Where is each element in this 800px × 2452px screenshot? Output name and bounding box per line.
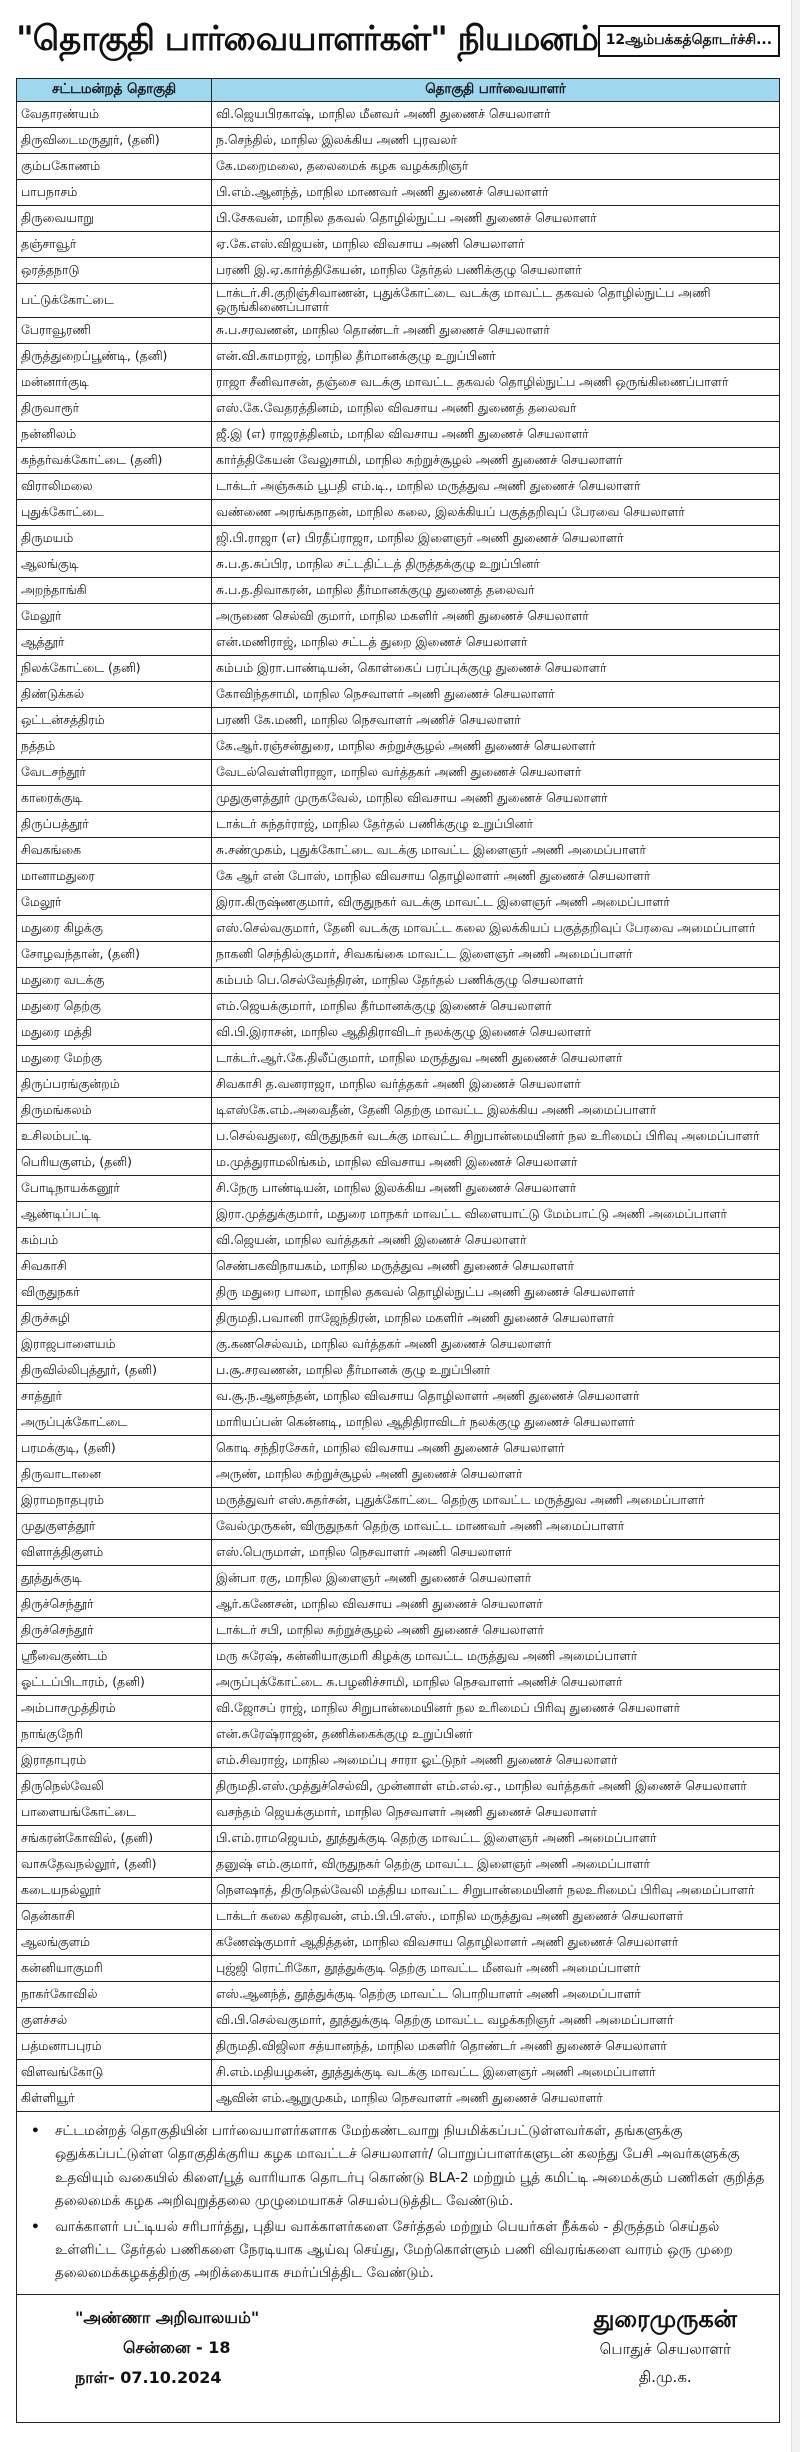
table-row	[17, 1358, 780, 1384]
table-row	[17, 1956, 780, 1982]
constituency-cell: வாசுதேவநல்லூர், (தனி)	[17, 1852, 212, 1878]
constituency-cell: விளவங்கோடு	[17, 2060, 212, 2086]
observer-cell: சு.சண்முகம், புதுக்கோட்டை வடக்கு மாவட்ட இளைஞர் அணி அமைப்பாளர்	[212, 838, 780, 864]
table-row	[17, 630, 780, 656]
constituency-cell: ஆத்தூர்	[17, 630, 212, 656]
constituency-cell: கன்னியாகுமரி	[17, 1956, 212, 1982]
constituency-cell: வேடசந்தூர்	[17, 760, 212, 786]
table-row	[17, 1852, 780, 1878]
constituency-cell: தூத்துக்குடி	[17, 1566, 212, 1592]
table-row	[17, 1982, 780, 2008]
constituency-cell: நன்னிலம்	[17, 422, 212, 448]
constituency-cell: அம்பாசமுத்திரம்	[17, 1696, 212, 1722]
observer-cell: மாரியப்பன் கென்னடி, மாநில ஆதிதிராவிடர் நலக்குழு துணைச் செயலாளர்	[212, 1410, 780, 1436]
observer-cell: எஸ்.பெருமாள், மாநில நெசவாளர் அணி செயலாளர்	[212, 1540, 780, 1566]
observer-cell: கம்பம் இரா.பாண்டியன், கொள்கைப் பரப்புக்குழு துணைச் செயலாளர்	[212, 656, 780, 682]
observer-cell: சு.ப.த.திவாகரன், மாநில தீர்மானக்குழு துணைத் தலைவர்	[212, 578, 780, 604]
table-row	[17, 2086, 780, 2112]
constituency-cell: திருவாரூர்	[17, 396, 212, 422]
constituency-cell: சோழவந்தான், (தனி)	[17, 942, 212, 968]
constituency-cell: திருச்செந்தூர்	[17, 1618, 212, 1644]
table-row	[17, 283, 780, 317]
constituency-cell: பரமக்குடி, (தனி)	[17, 1436, 212, 1462]
observer-cell: சு.ப.சரவணன், மாநில தொண்டர் அணி துணைச் செயலாளர்	[212, 318, 780, 344]
table-row	[17, 1332, 780, 1358]
observer-cell: பி.சேகவன், மாநில தகவல் தொழில்நுட்ப அணி துணைச் செயலாளர்	[212, 205, 780, 231]
observer-cell: ப.சூ.சரவணன், மாநில தீர்மானக் குழு உறுப்பினர்	[212, 1358, 780, 1384]
office-address	[75, 2303, 259, 2393]
constituency-cell: விராலிமலை	[17, 474, 212, 500]
observer-cell: திருமதி.விஜிலா சத்யானந்த், மாநில மகளிர் தொண்டர் அணி துணைச் செயலாளர்	[212, 2034, 780, 2060]
observer-cell: புஜ்ஜி ரொட்ரிகோ, தூத்துக்குடி தெற்கு மாவட்ட மீனவர் அணி அமைப்பாளர்	[212, 1956, 780, 1982]
table-row	[17, 786, 780, 812]
constituency-cell: சிவகங்கை	[17, 838, 212, 864]
constituency-cell: திருநெல்வேலி	[17, 1774, 212, 1800]
page-title: "தொகுதி பார்வையாளர்கள்" நியமனம்	[16, 19, 598, 59]
observer-cell: ஆர்.கணேசன், மாநில விவசாய அணி துணைச் செயலாளர்	[212, 1592, 780, 1618]
constituency-cell: திருமங்கலம்	[17, 1098, 212, 1124]
table-row	[17, 578, 780, 604]
office-city: சென்னை - 18	[123, 2337, 231, 2357]
constituency-cell: திருப்பத்தூர்	[17, 812, 212, 838]
observer-cell: வி.பி.செல்வகுமார், தூத்துக்குடி தெற்கு மாவட்ட வழக்கறிஞர் அணி அமைப்பாளர்	[212, 2008, 780, 2034]
signature-block	[594, 2303, 737, 2391]
table-row	[17, 1280, 780, 1306]
constituency-cell: கந்தர்வக்கோட்டை (தனி)	[17, 448, 212, 474]
observer-cell: டாக்டர்.ஆர்.கே.திலீப்குமார், மாநில மருத்துவ அணி துணைச் செயலாளர்	[212, 1046, 780, 1072]
observer-cell: டாக்டர் சபி, மாநில சுற்றுச்சூழல் அணி துணைச் செயலாளர்	[212, 1618, 780, 1644]
constituency-cell: திருவிடைமருதூர், (தனி)	[17, 127, 212, 153]
constituency-cell: திண்டுக்கல்	[17, 682, 212, 708]
observer-cell: கோவிந்தசாமி, மாநில நெசவாளர் அணி துணைச் செயலாளர்	[212, 682, 780, 708]
observer-cell: முதுகுளத்தூர் முருகவேல், மாநில விவசாய அணி துணைச் செயலாளர்	[212, 786, 780, 812]
observer-cell: பி.எம்.ராமஜெயம், தூத்துக்குடி தெற்கு மாவட்ட இளைஞர் அணி அமைப்பாளர்	[212, 1826, 780, 1852]
table-row	[17, 257, 780, 283]
table-row	[17, 734, 780, 760]
constituency-cell: திருத்துறைப்பூண்டி, (தனி)	[17, 344, 212, 370]
bullet-icon: •	[31, 2218, 40, 2235]
observer-cell: ப.செல்வதுரை, விருதுநகர் வடக்கு மாவட்ட சிறுபான்மையினர் நல உரிமைப் பிரிவு அமைப்பாளர்	[212, 1124, 780, 1150]
table-row	[17, 1254, 780, 1280]
constituency-cell: தஞ்சாவூர்	[17, 231, 212, 257]
constituency-cell: கடையநல்லூர்	[17, 1878, 212, 1904]
constituency-cell: திருவையாறு	[17, 205, 212, 231]
constituency-cell: கம்பம்	[17, 1228, 212, 1254]
constituency-cell: திருச்சுழி	[17, 1306, 212, 1332]
observer-cell: சி.நேரு பாண்டியன், மாநில இலக்கிய அணி துணைச் செயலாளர்	[212, 1176, 780, 1202]
constituency-cell: காரைக்குடி	[17, 786, 212, 812]
table-row	[17, 1514, 780, 1540]
constituency-cell: தென்காசி	[17, 1904, 212, 1930]
constituency-cell: உசிலம்பட்டி	[17, 1124, 212, 1150]
observer-cell: பரணி இ.ஏ.கார்த்திகேயன், மாநில தேர்தல் பணிக்குழு செயலாளர்	[212, 257, 780, 283]
office-name: "அண்ணா அறிவாலயம்"	[75, 2307, 260, 2327]
table-row	[17, 1488, 780, 1514]
observer-cell: இரா.கிருஷ்ணகுமார், விருதுநகர் வடக்கு மாவட்ட இளைஞர் அணி அமைப்பாளர்	[212, 890, 780, 916]
constituency-cell: ஓட்டப்பிடாரம், (தனி)	[17, 1670, 212, 1696]
observer-cell: டாக்டர் அஞ்சுகம் பூபதி எம்.டி., மாநில மருத்துவ அணி துணைச் செயலாளர்	[212, 474, 780, 500]
table-row	[17, 2008, 780, 2034]
observer-cell: வேடல்வெள்ளிராஜா, மாநில வர்த்தகர் அணி துணைச் செயலாளர்	[212, 760, 780, 786]
table-row	[17, 1124, 780, 1150]
observer-cell: வி.பி.இராசன், மாநில ஆதிதிராவிடர் நலக்குழு இணைச் செயலாளர்	[212, 1020, 780, 1046]
constituency-cell: ஆலங்குடி	[17, 552, 212, 578]
table-row	[17, 1384, 780, 1410]
table-row	[17, 1592, 780, 1618]
constituency-cell: சிவகாசி	[17, 1254, 212, 1280]
observer-cell: ஏ.கே.எஸ்.விஜயன், மாநில விவசாய அணி செயலாளர்	[212, 231, 780, 257]
constituency-cell: நத்தம்	[17, 734, 212, 760]
observer-cell: டாக்டர் சுந்தர்ராஜ், மாநில தேர்தல் பணிக்குழு உறுப்பினர்	[212, 812, 780, 838]
table-row	[17, 1618, 780, 1644]
table-row	[17, 1878, 780, 1904]
table-row	[17, 1150, 780, 1176]
constituency-cell: அறந்தாங்கி	[17, 578, 212, 604]
observer-cell: ஜீ.இ (எ) ராஜரத்தினம், மாநில விவசாய அணி துணைச் செயலாளர்	[212, 422, 780, 448]
table-row	[17, 838, 780, 864]
constituency-cell: பட்டுக்கோட்டை	[17, 283, 212, 317]
adjacent-page-strip	[791, 0, 800, 2452]
constituency-cell: மதுரை தெற்கு	[17, 994, 212, 1020]
observer-cell: அருண், மாநில சுற்றுச்சூழல் அணி துணைச் செயலாளர்	[212, 1462, 780, 1488]
table-row	[17, 2060, 780, 2086]
observer-cell: சு.ப.த.சுப்பிர, மாநில சட்டதிட்டத் திருத்தக்குழு உறுப்பினர்	[212, 552, 780, 578]
constituency-cell: கிள்ளியூர்	[17, 2086, 212, 2112]
issue-date: நாள்- 07.10.2024	[75, 2367, 222, 2387]
signatory-designation: பொதுச் செயலாளர்	[599, 2339, 731, 2358]
table-row	[17, 656, 780, 682]
constituency-cell: மேலூர்	[17, 890, 212, 916]
observer-cell: இரா.முத்துக்குமார், மதுரை மாநகர் மாவட்ட விளையாட்டு மேம்பாட்டு அணி அமைப்பாளர்	[212, 1202, 780, 1228]
constituency-cell: பாபநாசம்	[17, 179, 212, 205]
table-row	[17, 1462, 780, 1488]
observer-cell: ஜி.பி.ராஜா (எ) பிரதீப்ராஜா, மாநில இளைஞர் அணி துணைச் செயலாளர்	[212, 526, 780, 552]
table-row	[17, 552, 780, 578]
table-row	[17, 916, 780, 942]
instruction-text: வாக்காளர் பட்டியல் சரிபார்த்து, புதிய வாக்காளர்களை சேர்த்தல் மற்றும் பெயர்கள் நீக்கல் - திருத்தம் செய்தல் உள்ளிட்ட தேர்தல் பணிகளை நேரடியாக ஆய்வு செய்து, மேற்கொள்ளும் பணி விவரங்களை வாரம் ஒரு முறை தலைமைக்கழகத்திற்கு அறிக்கையாக சமர்ப்பித்திட வேண்டும்.	[55, 2218, 733, 2282]
observer-cell: ந.செந்தில், மாநில இலக்கிய அணி புரவலர்	[212, 127, 780, 153]
constituency-cell: நாகர்கோவில்	[17, 1982, 212, 2008]
observer-cell: மரு சுரேஷ், கன்னியாகுமரி கிழக்கு மாவட்ட மருத்துவ அணி அமைப்பாளர்	[212, 1644, 780, 1670]
constituency-cell: பேராவூரணி	[17, 318, 212, 344]
column-header-observer: தொகுதி பார்வையாளர்	[212, 79, 780, 102]
table-row	[17, 422, 780, 448]
table-row	[17, 1774, 780, 1800]
observer-cell: எம்.ஜெயக்குமார், மாநில தீர்மானக்குழு இணைச் செயலாளர்	[212, 994, 780, 1020]
constituency-cell: மதுரை மத்தி	[17, 1020, 212, 1046]
header	[16, 10, 788, 72]
observer-table	[16, 78, 780, 2112]
table-row	[17, 1020, 780, 1046]
observer-cell: வி.ஜோசப் ராஜ், மாநில சிறுபான்மையினர் நல உரிமைப் பிரிவு துணைச் செயலாளர்	[212, 1696, 780, 1722]
table-row	[17, 1228, 780, 1254]
column-header-constituency: சட்டமன்றத் தொகுதி	[17, 79, 212, 102]
observer-cell: வ.சூ.ந.ஆனந்தன், மாநில விவசாய தொழிலாளர் அணி துணைச் செயலாளர்	[212, 1384, 780, 1410]
constituency-cell: சாத்தூர்	[17, 1384, 212, 1410]
table-row	[17, 1072, 780, 1098]
constituency-cell: ஒட்டன்சத்திரம்	[17, 708, 212, 734]
observer-cell: ம.முத்துராமலிங்கம், மாநில விவசாய அணி இணைச் செயலாளர்	[212, 1150, 780, 1176]
constituency-cell: நாங்குநேரி	[17, 1722, 212, 1748]
observer-cell: கே ஆர் என் போஸ், மாநில விவசாய தொழிலாளர் அணி துணைச் செயலாளர்	[212, 864, 780, 890]
table-row	[17, 370, 780, 396]
observer-cell: சி.எம்.மதியழகன், தூத்துக்குடி வடக்கு மாவட்ட இளைஞர் அணி அமைப்பாளர்	[212, 2060, 780, 2086]
instruction-item	[31, 2120, 769, 2214]
observer-cell: வசந்தம் ஜெயக்குமார், மாநில நெசவாளர் அணி துணைச் செயலாளர்	[212, 1800, 780, 1826]
table-row	[17, 604, 780, 630]
table-row	[17, 1930, 780, 1956]
table-row	[17, 1176, 780, 1202]
observer-cell: கு.கணசெல்வம், மாநில வர்த்தகர் அணி துணைச் செயலாளர்	[212, 1332, 780, 1358]
instructions	[16, 2112, 780, 2295]
table-row	[17, 526, 780, 552]
observer-cell: டாக்டர்.சி.குறிஞ்சிவாணன், புதுக்கோட்டை வடக்கு மாவட்ட தகவல் தொழில்நுட்ப அணி ஒருங்கிணைப்பாளர்	[212, 283, 780, 317]
constituency-cell: மானாமதுரை	[17, 864, 212, 890]
table-row	[17, 179, 780, 205]
observer-cell: கே.மறைமலை, தலைமைக் கழக வழக்கறிஞர்	[212, 153, 780, 179]
observer-cell: கணேஷ்குமார் ஆதித்தன், மாநில விவசாய தொழிலாளர் அணி துணைச் செயலாளர்	[212, 1930, 780, 1956]
constituency-cell: நிலக்கோட்டை (தனி)	[17, 656, 212, 682]
observer-cell: சிவகாசி த.வனராஜா, மாநில வர்த்தகர் அணி இணைச் செயலாளர்	[212, 1072, 780, 1098]
constituency-cell: மதுரை கிழக்கு	[17, 916, 212, 942]
table-row	[17, 1436, 780, 1462]
table-row	[17, 1748, 780, 1774]
constituency-cell: கும்பகோணம்	[17, 153, 212, 179]
table-row	[17, 682, 780, 708]
table-row	[17, 344, 780, 370]
table-row	[17, 1202, 780, 1228]
table-row	[17, 318, 780, 344]
party-name: தி.மு.க.	[638, 2367, 692, 2386]
constituency-cell: சங்கரன்கோவில், (தனி)	[17, 1826, 212, 1852]
constituency-cell: மேலூர்	[17, 604, 212, 630]
signatory-name: துரைமுருகன்	[593, 2303, 737, 2333]
table-row	[17, 994, 780, 1020]
table-body	[17, 101, 780, 2111]
constituency-cell: பெரியகுளம், (தனி)	[17, 1150, 212, 1176]
table-header-row	[17, 79, 780, 102]
observer-cell: வி.ஜெயன், மாநில வர்த்தகர் அணி இணைச் செயலாளர்	[212, 1228, 780, 1254]
constituency-cell: திருமயம்	[17, 526, 212, 552]
constituency-cell: மன்னார்குடி	[17, 370, 212, 396]
table-row	[17, 396, 780, 422]
table-row	[17, 890, 780, 916]
constituency-cell: ஒரத்தநாடு	[17, 257, 212, 283]
observer-cell: திருமதி.எஸ்.முத்துச்செல்வி, முன்னாள் எம்.எல்.ஏ., மாநில வர்த்தகர் அணி இணைச் செயலாளர்	[212, 1774, 780, 1800]
table-row	[17, 812, 780, 838]
constituency-cell: இராஜபாளையம்	[17, 1332, 212, 1358]
table-row	[17, 1800, 780, 1826]
constituency-cell: திருவாடானை	[17, 1462, 212, 1488]
table-row	[17, 1410, 780, 1436]
table-row	[17, 1566, 780, 1592]
constituency-cell: மதுரை மேற்கு	[17, 1046, 212, 1072]
observer-cell: வேல்முருகன், விருதுநகர் தெற்கு மாவட்ட மாணவர் அணி அமைப்பாளர்	[212, 1514, 780, 1540]
instruction-text: சட்டமன்றத் தொகுதியின் பார்வையாளர்களாக மேற்கண்டவாறு நியமிக்கப்பட்டுள்ளவர்கள், தங்களுக்கு ஒதுக்கப்பட்டுள்ள தொகுதிக்குரிய கழக மாவட்டச் செயலாளர்/ பொறுப்பாளர்களுடன் கலந்து பேசி அவர்களுக்கு உதவியும் வகையில் கிளை/பூத் வாரியாக தொடர்பு கொண்டு BLA-2 மற்றும் பூத் கமிட்டி அமைக்கும் பணிகள் குறித்த தலைமைக் கழக அறிவுறுத்தலை முழுமையாகச் செயல்படுத்திட வேண்டும்.	[55, 2123, 765, 2210]
bullet-icon: •	[31, 2123, 40, 2140]
constituency-cell: இராமநாதபுரம்	[17, 1488, 212, 1514]
observer-cell: அருப்புக்கோட்டை சு.பழனிச்சாமி, மாநில நெசவாளர் அணிச் செயலாளர்	[212, 1670, 780, 1696]
observer-cell: என்.மணிராஜ், மாநில சட்டத் துறை இணைச் செயலாளர்	[212, 630, 780, 656]
observer-cell: பி.எம்.ஆனந்த், மாநில மாணவர் அணி துணைச் செயலாளர்	[212, 179, 780, 205]
table-row	[17, 864, 780, 890]
table-row	[17, 448, 780, 474]
table-row	[17, 153, 780, 179]
table-row	[17, 500, 780, 526]
observer-cell: இன்பா ரகு, மாநில இளைஞர் அணி துணைச் செயலாளர்	[212, 1566, 780, 1592]
constituency-cell: போடிநாயக்கனூர்	[17, 1176, 212, 1202]
table-row	[17, 474, 780, 500]
observer-cell: என்.வி.காமராஜ், மாநில தீர்மானக்குழு உறுப்பினர்	[212, 344, 780, 370]
observer-cell: டாக்டர் கலை கதிரவன், எம்.பி.பி.எஸ்., மாநில மருத்துவ அணி துணைச் செயலாளர்	[212, 1904, 780, 1930]
constituency-cell: குளச்சல்	[17, 2008, 212, 2034]
table-row	[17, 1826, 780, 1852]
table-row	[17, 1046, 780, 1072]
observer-cell: எம்.சிவராஜ், மாநில அமைப்பு சாரா ஓட்டுநர் அணி துணைச் செயலாளர்	[212, 1748, 780, 1774]
constituency-cell: விளாத்திகுளம்	[17, 1540, 212, 1566]
instruction-item	[31, 2216, 769, 2286]
observer-cell: என்.சுரேஷ்ராஜன், தணிக்கைக்குழு உறுப்பினர்	[212, 1722, 780, 1748]
constituency-cell: ஆண்டிப்பட்டி	[17, 1202, 212, 1228]
observer-cell: வி.ஜெயபிரகாஷ், மாநில மீனவர் அணி துணைச் செயலாளர்	[212, 101, 780, 127]
constituency-cell: ஸ்ரீவைகுண்டம்	[17, 1644, 212, 1670]
constituency-cell: விருதுநகர்	[17, 1280, 212, 1306]
table-row	[17, 127, 780, 153]
observer-cell: பரணி கே.மணி, மாநில நெசவாளர் அணிச் செயலாளர்	[212, 708, 780, 734]
constituency-cell: திருவில்லிபுத்தூர், (தனி)	[17, 1358, 212, 1384]
constituency-cell: மதுரை வடக்கு	[17, 968, 212, 994]
observer-cell: கார்த்திகேயன் வேலுசாமி, மாநில சுற்றுச்சூழல் அணி துணைச் செயலாளர்	[212, 448, 780, 474]
table-row	[17, 1098, 780, 1124]
table-row	[17, 942, 780, 968]
observer-cell: கம்பம் பெ.செல்வேந்திரன், மாநில தேர்தல் பணிக்குழு செயலாளர்	[212, 968, 780, 994]
table-row	[17, 1644, 780, 1670]
constituency-cell: பாளையங்கோட்டை	[17, 1800, 212, 1826]
observer-cell: நாகனி செந்தில்குமார், சிவகங்கை மாவட்ட இளைஞர் அணி அமைப்பாளர்	[212, 942, 780, 968]
constituency-cell: வேதாரண்யம்	[17, 101, 212, 127]
continuation-badge: 12ஆம்பக்கத்தொடர்ச்சி...	[598, 25, 780, 57]
table-row	[17, 1696, 780, 1722]
constituency-cell: திருச்செந்தூர்	[17, 1592, 212, 1618]
constituency-cell: ஆலங்குளம்	[17, 1930, 212, 1956]
observer-cell: நௌஷாத், திருநெல்வேலி மத்திய மாவட்ட சிறுபான்மையினர் நலஉரிமைப் பிரிவு அமைப்பாளர்	[212, 1878, 780, 1904]
constituency-cell: இராதாபுரம்	[17, 1748, 212, 1774]
constituency-cell: திருப்பரங்குன்றம்	[17, 1072, 212, 1098]
observer-cell: தனுஷ் எம்.குமார், விருதுநகர் தெற்கு மாவட்ட இளைஞர் அணி அமைப்பாளர்	[212, 1852, 780, 1878]
table-row	[17, 1722, 780, 1748]
observer-cell: டிஎஸ்கே.எம்.அவைதீன், தேனி தெற்கு மாவட்ட இலக்கிய அணி அமைப்பாளர்	[212, 1098, 780, 1124]
observer-cell: அருணை செல்வி குமார், மாநில மகளிர் அணி துணைச் செயலாளர்	[212, 604, 780, 630]
observer-cell: திரு மதுரை பாலா, மாநில தகவல் தொழில்நுட்ப அணி துணைச் செயலாளர்	[212, 1280, 780, 1306]
table-row	[17, 1670, 780, 1696]
constituency-cell: அருப்புக்கோட்டை	[17, 1410, 212, 1436]
footer	[16, 2295, 780, 2423]
constituency-cell: புதுக்கோட்டை	[17, 500, 212, 526]
table-row	[17, 968, 780, 994]
constituency-cell: முதுகுளத்தூர்	[17, 1514, 212, 1540]
observer-cell: எஸ்.ஆனந்த், தூத்துக்குடி தெற்கு மாவட்ட பொறியாளர் அணி அமைப்பாளர்	[212, 1982, 780, 2008]
table-row	[17, 231, 780, 257]
observer-cell: ஆவின் எம்.ஆறுமுகம், மாநில நெசவாளர் அணி துணைச் செயலாளர்	[212, 2086, 780, 2112]
table-row	[17, 708, 780, 734]
table-row	[17, 2034, 780, 2060]
observer-cell: கே.ஆர்.ரஞ்சன்துரை, மாநில சுற்றுச்சூழல் அணி துணைச் செயலாளர்	[212, 734, 780, 760]
table-row	[17, 1540, 780, 1566]
table-row	[17, 1306, 780, 1332]
observer-cell: திருமதி.பவானி ராஜேந்திரன், மாநில மகளிர் அணி துணைச் செயலாளர்	[212, 1306, 780, 1332]
table-row	[17, 101, 780, 127]
observer-cell: வண்ணை அரங்கநாதன், மாநில கலை, இலக்கியப் பகுத்தறிவுப் பேரவை செயலாளர்	[212, 500, 780, 526]
observer-cell: எஸ்.செல்வகுமார், தேனி வடக்கு மாவட்ட கலை இலக்கியப் பகுத்தறிவுப் பேரவை அமைப்பாளர்	[212, 916, 780, 942]
observer-cell: கொடி சந்திரசேகர், மாநில விவசாய அணி துணைச் செயலாளர்	[212, 1436, 780, 1462]
observer-cell: மருத்துவர் எஸ்.சுதர்சன், புதுக்கோட்டை தெற்கு மாவட்ட மருத்துவ அணி அமைப்பாளர்	[212, 1488, 780, 1514]
table-row	[17, 205, 780, 231]
table-row	[17, 760, 780, 786]
constituency-cell: பத்மனாபபுரம்	[17, 2034, 212, 2060]
observer-cell: எஸ்.கே.வேதரத்தினம், மாநில விவசாய அணி துணைத் தலைவர்	[212, 396, 780, 422]
table-row	[17, 1904, 780, 1930]
observer-cell: செண்பகவிநாயகம், மாநில மருத்துவ அணி துணைச் செயலாளர்	[212, 1254, 780, 1280]
observer-cell: ராஜா சீனிவாசன், தஞ்சை வடக்கு மாவட்ட தகவல் தொழில்நுட்ப அணி ஒருங்கிணைப்பாளர்	[212, 370, 780, 396]
